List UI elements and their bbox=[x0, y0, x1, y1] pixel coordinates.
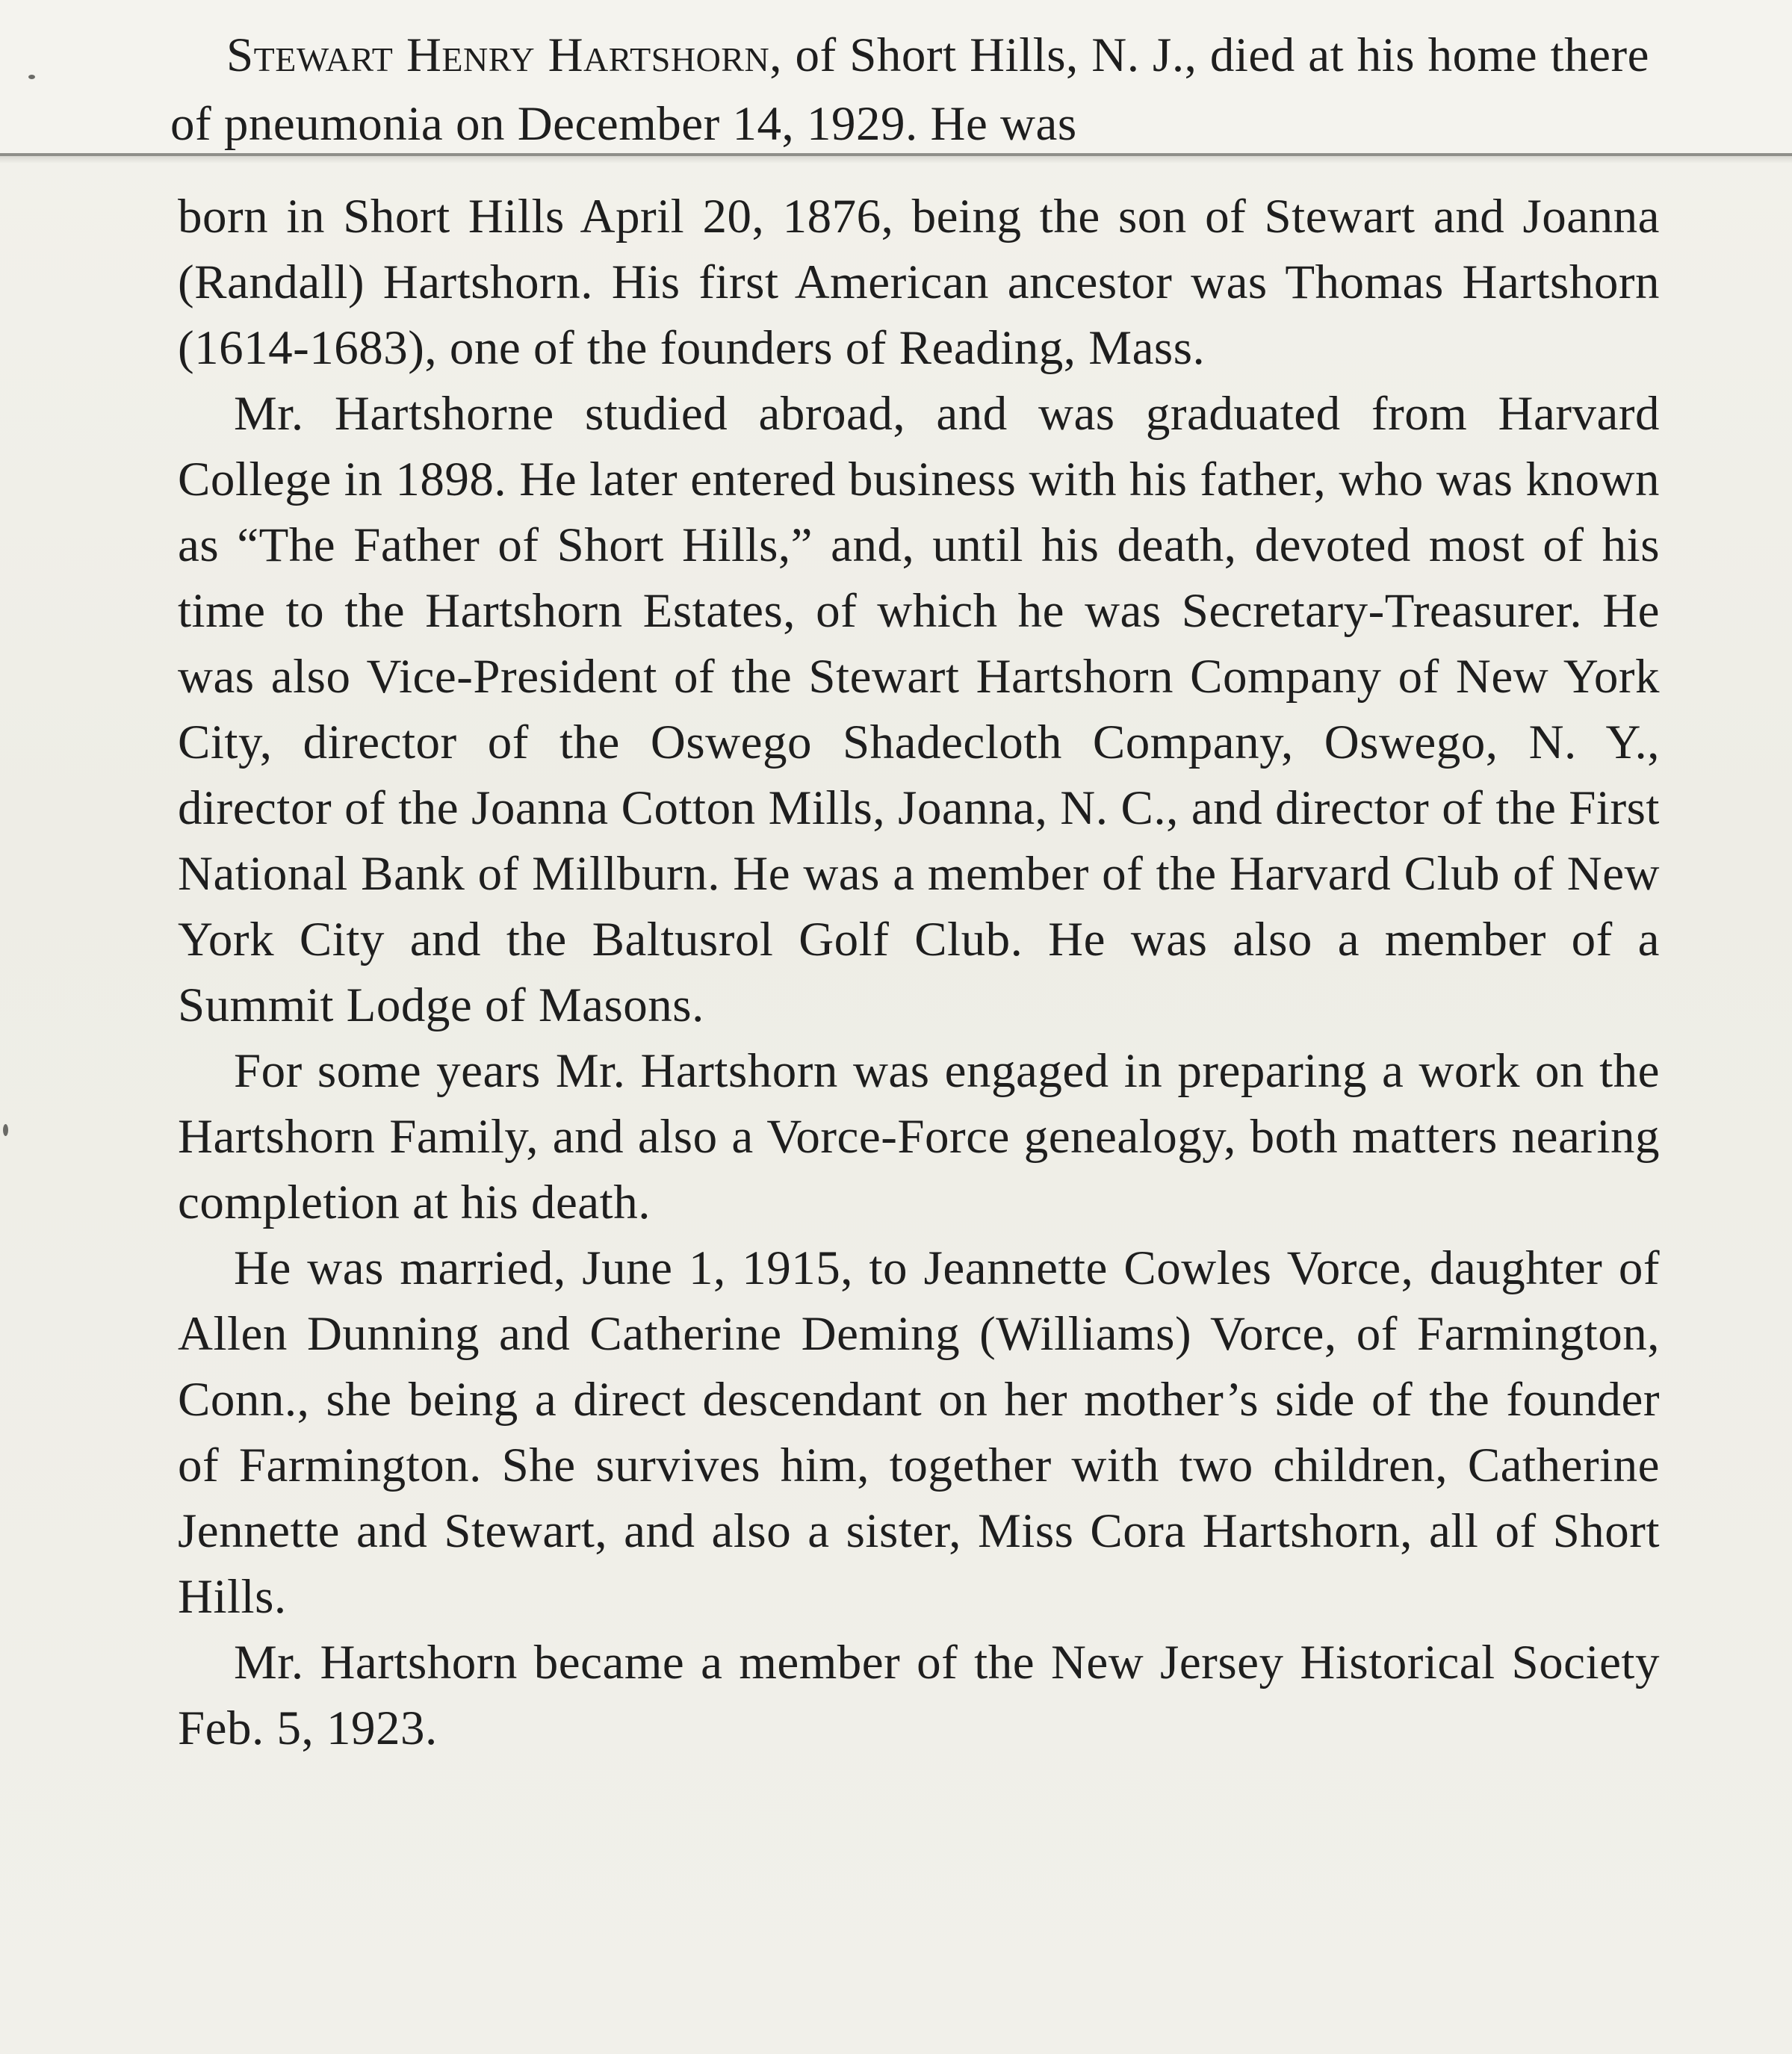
opening-text: , of Short Hills, N. J., died at his home there of pneumonia on December 14, 1929. He was bbox=[170, 28, 1649, 151]
paragraph-marriage: He was married, June 1, 1915, to Jeannette Cowles Vorce, daughter of Allen Dunning and Catherine Deming (Williams) Vorce, of Farmington, Conn., she being a direct descendant on her mother’s side of the founder of Farmington. She survives him, together with two children, Catherine Jennette and Stewart, and also a sister, Miss Cora Hartshorn, all of Short Hills. bbox=[178, 1241, 1660, 1624]
ink-speck bbox=[3, 1124, 8, 1136]
paragraph-birth: born in Short Hills April 20, 1876, being the son of Stewart and Joanna (Randall) Hartshorn. His first American ancestor was Thomas Hartshorn (1614-1683), one of the founders of Reading, Mass. bbox=[178, 190, 1660, 375]
obituary-body bbox=[178, 184, 1660, 1761]
obituary-opening bbox=[170, 21, 1649, 158]
paragraph-career: Mr. Hartshorne studied abroad, and was graduated from Harvard College in 1898. He later entered business with his father, who was known as “The Father of Short Hills,” and, until his death, devoted most of his time to the Hartshorn Estates, of which he was Secretary-Treasurer. He was also Vice-President of the Stewart Hartshorn Company of New York City, director of the Oswego Shadecloth Company, Oswego, N. Y., director of the Joanna Cotton Mills, Joanna, N. C., and director of the First National Bank of Millburn. He was a member of the Harvard Club of New York City and the Baltusrol Golf Club. He was also a member of a Summit Lodge of Masons. bbox=[178, 387, 1660, 1032]
ink-speck bbox=[28, 75, 35, 79]
paragraph-society: Mr. Hartshorn became a member of the New Jersey Historical Society Feb. 5, 1923. bbox=[178, 1636, 1660, 1755]
paragraph-genealogy: For some years Mr. Hartshorn was engaged in preparing a work on the Hartshorn Family, and also a Vorce-Force genealogy, both matters nearing completion at his death. bbox=[178, 1044, 1660, 1229]
deceased-name: Stewart Henry Hartshorn bbox=[226, 28, 770, 82]
